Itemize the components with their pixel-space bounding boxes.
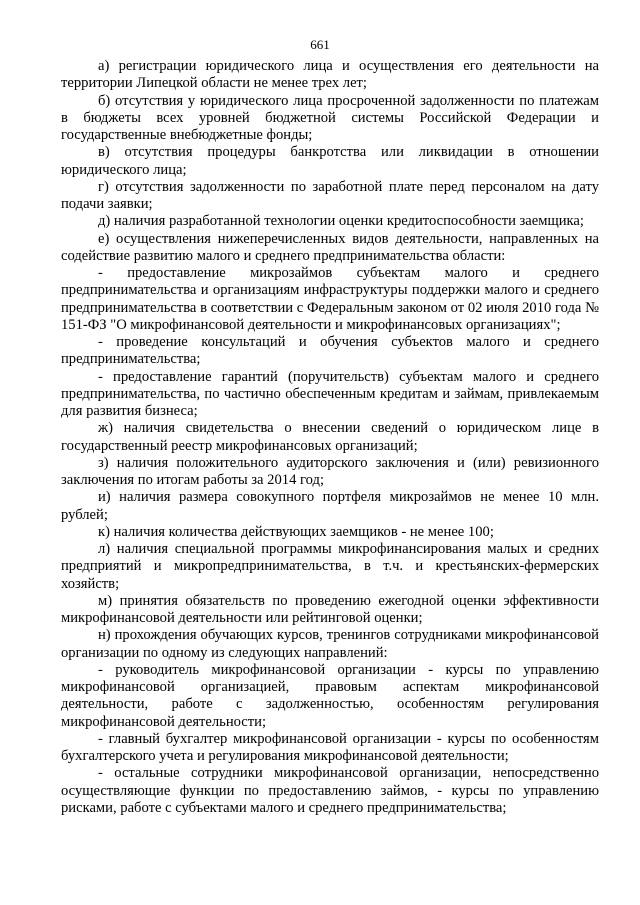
paragraph-k: к) наличия количества действующих заемщиков - не менее 100; xyxy=(98,523,494,540)
paragraph-e: е) осуществления нижеперечисленных видов деятельности, направленных на содействие развитию малого и среднего предпринимательства области: xyxy=(61,230,599,264)
paragraph-n: н) прохождения обучающих курсов, тренингов сотрудниками микрофинансовой организации по одному из следующих направлений: xyxy=(61,627,599,661)
paragraph-e-item-1: - предоставление микрозаймов субъектам малого и среднего предпринимательства и организациям инфраструктуры поддержки малого и среднего предпринимательства в соответствии с Федеральным законом от 02 июля 2010 года № 151-ФЗ "О микрофинансовой деятельности и микрофинансовых организациях"; xyxy=(61,265,599,333)
paragraph-z: з) наличия положительного аудиторского заключения и (или) ревизионного заключения по итогам работы за 2014 год; xyxy=(61,454,599,488)
paragraph-n-item-3: - остальные сотрудники микрофинансовой организации, непосредственно осуществляющие функции по предоставлению займов, - курсы по управлению рисками, работе с субъектами малого и среднего предпринимательства; xyxy=(61,765,599,816)
paragraph-e-item-2: - проведение консультаций и обучения субъектов малого и среднего предпринимательства; xyxy=(61,334,599,368)
paragraph-m: м) принятия обязательств по проведению ежегодной оценки эффективности микрофинансовой деятельности или рейтинговой оценки; xyxy=(61,592,599,626)
paragraph-zh: ж) наличия свидетельства о внесении сведений о юридическом лице в государственный реестр микрофинансовых организаций; xyxy=(61,420,599,454)
paragraph-i: и) наличия размера совокупного портфеля микрозаймов не менее 10 млн. рублей; xyxy=(61,489,599,523)
paragraph-g: г) отсутствия задолженности по заработной плате перед персоналом на дату подачи заявки; xyxy=(61,178,599,212)
document-body xyxy=(61,58,599,817)
paragraph-n-item-2: - главный бухгалтер микрофинансовой организации - курсы по особенностям бухгалтерского учета и регулирования микрофинансовой деятельности; xyxy=(61,730,599,764)
paragraph-b: б) отсутствия у юридического лица просроченной задолженности по платежам в бюджеты всех уровней бюджетной системы Российской Федерации и государственные внебюджетные фонды; xyxy=(61,92,599,143)
paragraph-n-item-1: - руководитель микрофинансовой организации - курсы по управлению микрофинансовой организацией, правовым аспектам микрофинансовой деятельности, работе с задолженностью, особенностям регулирования микрофинансовой деятельности; xyxy=(61,661,599,730)
paragraph-v: в) отсутствия процедуры банкротства или ликвидации в отношении юридического лица; xyxy=(61,144,599,178)
paragraph-d: д) наличия разработанной технологии оценки кредитоспособности заемщика; xyxy=(98,213,584,230)
page-number: 661 xyxy=(310,37,330,52)
paragraph-e-item-3: - предоставление гарантий (поручительств) субъектам малого и среднего предпринимательства, по частично обеспеченным кредитам и займам, привлекаемым для развития бизнеса; xyxy=(61,368,599,419)
paragraph-l: л) наличия специальной программы микрофинансирования малых и средних предприятий и микропредпринимательства, в т.ч. и крестьянских-фермерских хозяйств; xyxy=(61,541,599,592)
paragraph-a: а) регистрации юридического лица и осуществления его деятельности на территории Липецкой области не менее трех лет; xyxy=(61,58,599,92)
